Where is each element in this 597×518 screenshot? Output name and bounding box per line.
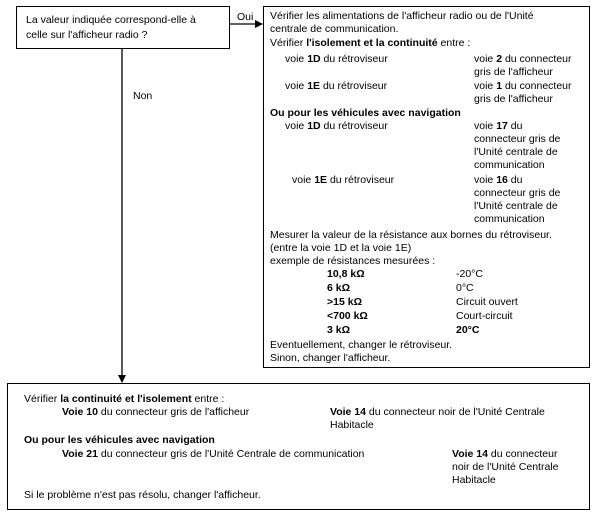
b1-target-1: Voie 14 du connecteur noir de l'Unité Centrale: [330, 406, 545, 418]
r4-source: voie 1E du rétroviseur: [292, 174, 395, 186]
nav-heading-right: Ou pour les véhicules avec navigation: [270, 107, 461, 119]
res-result-5: 20°C: [456, 324, 480, 336]
eventually-line: Eventuellement, changer le rétroviseur.: [270, 339, 453, 351]
bottom-final-line: Si le problème n'est pas résolu, changer l'afficheur.: [24, 489, 261, 501]
measure-line-2: (entre la voie 1D et la voie 1E): [270, 242, 412, 254]
question-line-2: celle sur l'afficheur radio ?: [26, 29, 148, 41]
res-value-1: 10,8 kΩ: [327, 268, 365, 280]
res-value-4: <700 kΩ: [327, 310, 368, 322]
no-label: Non: [133, 90, 153, 102]
otherwise-line: Sinon, changer l'afficheur.: [270, 352, 391, 364]
r3-target-2: connecteur gris de: [474, 133, 561, 145]
res-result-3: Circuit ouvert: [456, 296, 518, 308]
b2-target-3: Habitacle: [452, 474, 496, 486]
r4-target-1: voie 16 du: [474, 174, 523, 186]
r4-target-3: l'Unité centrale de: [474, 200, 558, 212]
check-isolation-heading: Vérifier l'isolement et la continuité entre :: [270, 37, 471, 49]
r4-target-2: connecteur gris de: [474, 187, 561, 199]
res-result-4: Court-circuit: [456, 310, 513, 322]
b1-source: Voie 10 du connecteur gris de l'afficheur: [62, 406, 250, 418]
question-box: [16, 6, 230, 49]
b1-target-2: Habitacle: [330, 419, 374, 431]
nav-heading-bottom: Ou pour les véhicules avec navigation: [24, 434, 215, 446]
b2-target-2: noir de l'Unité Centrale: [452, 461, 559, 473]
r2-target-2: gris de l'afficheur: [474, 93, 553, 105]
r3-target-1: voie 17 du: [474, 120, 523, 132]
example-heading: exemple de résistances mesurées :: [270, 255, 436, 267]
r1-target-2: gris de l'afficheur: [474, 66, 553, 78]
check-power-line-2: centrale de communication.: [270, 23, 399, 35]
r3-target-3: l'Unité centrale de: [474, 146, 558, 158]
r3-source: voie 1D du rétroviseur: [285, 120, 388, 132]
r1-target-1: voie 2 du connecteur: [474, 53, 572, 65]
bottom-check-heading: Vérifier la continuité et l'isolement entre :: [24, 393, 225, 405]
res-result-1: -20°C: [456, 268, 483, 280]
b2-target-1: Voie 14 du connecteur: [452, 448, 558, 460]
measure-line-1: Mesurer la valeur de la résistance aux bornes du rétroviseur.: [270, 229, 552, 241]
r2-source: voie 1E du rétroviseur: [285, 80, 388, 92]
yes-label: Oui: [237, 11, 254, 23]
r1-source: voie 1D du rétroviseur: [285, 53, 388, 65]
res-value-2: 6 kΩ: [327, 282, 351, 294]
b2-source: Voie 21 du connecteur gris de l'Unité Centrale de communication: [62, 448, 365, 460]
r4-target-4: communication: [474, 213, 545, 225]
res-value-3: >15 kΩ: [327, 296, 362, 308]
check-power-line-1: Vérifier les alimentations de l'afficheur radio ou de l'Unité: [270, 10, 534, 22]
question-line-1: La valeur indiquée correspond-elle à: [26, 14, 196, 26]
res-result-2: 0°C: [456, 282, 474, 294]
r3-target-4: communication: [474, 159, 545, 171]
r2-target-1: voie 1 du connecteur: [474, 80, 572, 92]
res-value-5: 3 kΩ: [327, 324, 351, 336]
